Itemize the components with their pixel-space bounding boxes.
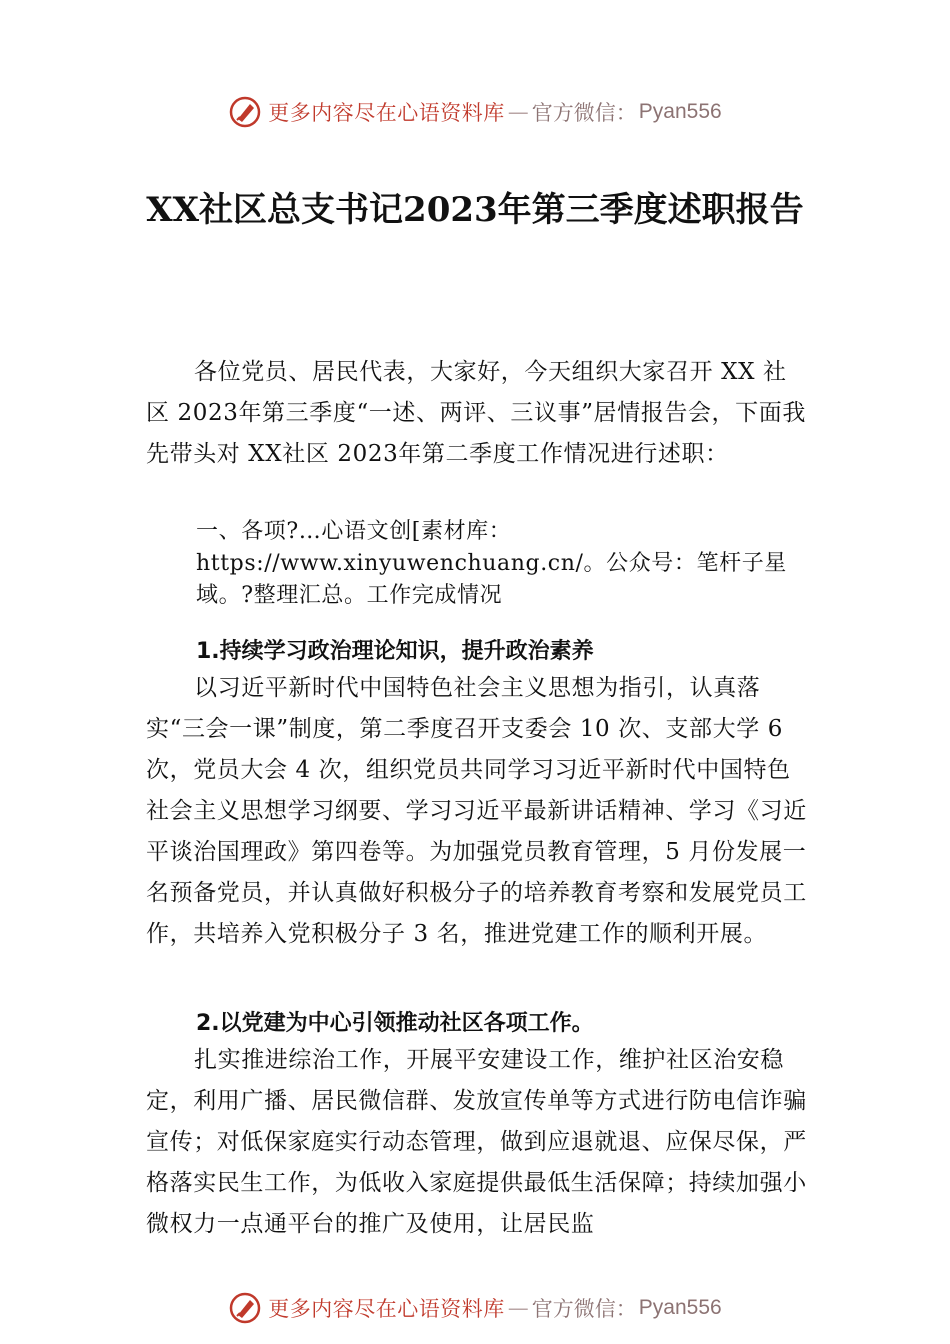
section-intro-line: 一、各项?…心语文创[素材库：https://www.xinyuwenchuang.cn/。公众号：笔杆子星域。?整理汇总。工作完成情况 [196,519,787,608]
pen-nib-logo-icon [228,1291,262,1325]
banner-wechat-id: Pyan556 [638,100,722,123]
banner-text: 更多内容尽在心语资料库 [268,1297,505,1321]
banner-text: 更多内容尽在心语资料库 [268,101,505,125]
banner-wechat-label: 官方微信： [531,101,637,125]
footer-banner [0,1288,950,1328]
header-banner [0,92,950,132]
banner-dash: — [507,100,529,124]
pen-nib-logo-icon [228,95,262,129]
banner-wechat-id: Pyan556 [638,1296,722,1319]
document-title: XX社区总支书记2023年第三季度述职报告 [146,190,804,230]
section-2-heading: 2.以党建为中心引领推动社区各项工作。 [196,1011,594,1036]
section-1-heading: 1.持续学习政治理论知识，提升政治素养 [196,639,594,664]
banner-dash: — [507,1296,529,1320]
section-1-body: 以习近平新时代中国特色社会主义思想为指引，认真落实“三会一课”制度，第二季度召开支委会 10 次、支部大学 6 次，党员大会 4 次，组织党员共同学习习近平新时代中国特色社会主义思想学习纲要、学习习近平最新讲话精神、学习《习近平谈治国理政》第四卷等。为加强党员教育管理，5 月份发展一名预备党员，并认真做好积极分子的培养教育考察和发展党员工作，共培养入党积极分子 3 名，推进党建工作的顺利开展。 [146,675,807,947]
section-2-body: 扎实推进综治工作，开展平安建设工作，维护社区治安稳定，利用广播、居民微信群、发放宣传单等方式进行防电信诈骗宣传；对低保家庭实行动态管理，做到应退就退、应保尽保，严格落实民生工作，为低收入家庭提供最低生活保障；持续加强小微权力一点通平台的推广及使用，让居民监 [146,1047,807,1237]
banner-wechat-label: 官方微信： [531,1297,637,1321]
intro-paragraph: 各位党员、居民代表，大家好，今天组织大家召开 XX 社区 2023年第三季度“一述、两评、三议事”居情报告会，下面我先带头对 XX社区 2023年第二季度工作情况进行述职： [146,359,806,467]
